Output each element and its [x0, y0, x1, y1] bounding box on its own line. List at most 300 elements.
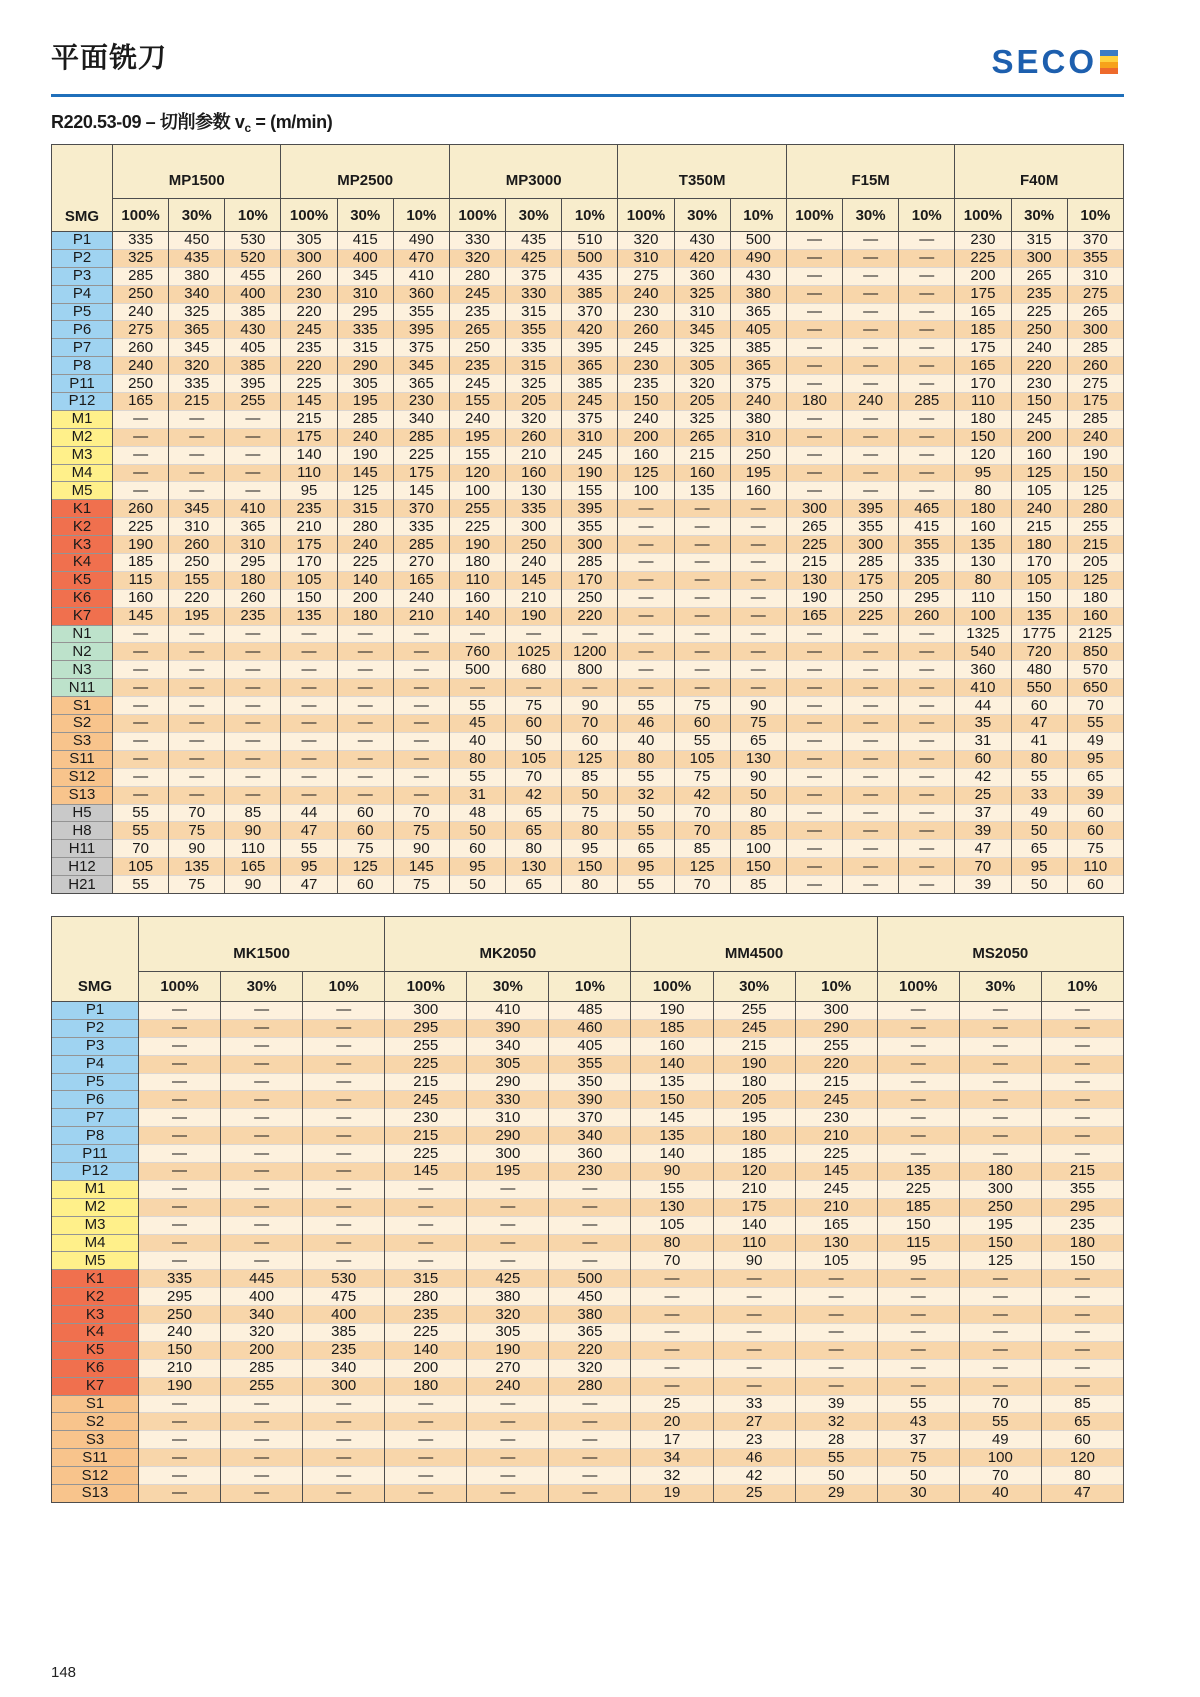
value-cell: —	[385, 1180, 467, 1198]
value-cell: 60	[674, 715, 730, 733]
value-cell: 430	[225, 321, 281, 339]
value-cell: —	[631, 1377, 713, 1395]
value-cell: —	[730, 518, 786, 536]
value-cell: 250	[506, 536, 562, 554]
value-cell: 240	[393, 589, 449, 607]
value-cell: 205	[506, 393, 562, 411]
smg-cell: H8	[52, 822, 113, 840]
table-row	[52, 858, 1124, 876]
value-cell: 310	[337, 285, 393, 303]
value-cell: 70	[674, 804, 730, 822]
value-cell: 1325	[955, 625, 1011, 643]
value-cell: 265	[449, 321, 505, 339]
percent-header: 30%	[713, 972, 795, 1002]
value-cell: 55	[281, 840, 337, 858]
value-cell: —	[549, 1198, 631, 1216]
value-cell: 25	[713, 1485, 795, 1503]
header-rule	[51, 94, 1124, 97]
value-cell: 195	[337, 393, 393, 411]
smg-cell: S3	[52, 732, 113, 750]
value-cell: 85	[674, 840, 730, 858]
value-cell: 37	[955, 804, 1011, 822]
value-cell: —	[385, 1485, 467, 1503]
value-cell: 160	[1067, 607, 1123, 625]
value-cell: 47	[281, 876, 337, 894]
value-cell: —	[113, 768, 169, 786]
table-row	[52, 518, 1124, 536]
page-number: 148	[51, 1664, 77, 1681]
value-cell: 275	[618, 267, 674, 285]
value-cell: 240	[1067, 428, 1123, 446]
value-cell: —	[899, 464, 955, 482]
value-cell: 150	[562, 858, 618, 876]
value-cell: 225	[955, 249, 1011, 267]
value-cell: —	[713, 1306, 795, 1324]
table-row	[52, 876, 1124, 894]
value-cell: 145	[506, 571, 562, 589]
value-cell: 305	[467, 1324, 549, 1342]
value-cell: 250	[449, 339, 505, 357]
value-cell: —	[1041, 1091, 1123, 1109]
value-cell: —	[337, 679, 393, 697]
value-cell: 130	[506, 858, 562, 876]
value-cell: 475	[303, 1288, 385, 1306]
value-cell: 135	[877, 1163, 959, 1181]
cutting-data-table-2	[51, 916, 1124, 1503]
table-row	[52, 410, 1124, 428]
value-cell: 39	[955, 876, 1011, 894]
value-cell: 135	[1011, 607, 1067, 625]
value-cell: —	[169, 768, 225, 786]
value-cell: —	[169, 410, 225, 428]
value-cell: 230	[955, 232, 1011, 250]
value-cell: —	[562, 625, 618, 643]
value-cell: 55	[618, 697, 674, 715]
smg-cell: K2	[52, 518, 113, 536]
table-row	[52, 1127, 1124, 1145]
value-cell: 295	[337, 303, 393, 321]
value-cell: 315	[337, 339, 393, 357]
value-cell: —	[1041, 1306, 1123, 1324]
value-cell: 60	[449, 840, 505, 858]
value-cell: 110	[225, 840, 281, 858]
value-cell: 340	[549, 1127, 631, 1145]
value-cell: —	[877, 1145, 959, 1163]
value-cell: 235	[303, 1341, 385, 1359]
value-cell: 285	[337, 410, 393, 428]
value-cell: 220	[1011, 357, 1067, 375]
value-cell: —	[618, 500, 674, 518]
value-cell: —	[221, 1055, 303, 1073]
value-cell: 365	[393, 375, 449, 393]
value-cell: 370	[549, 1109, 631, 1127]
value-cell: 360	[955, 661, 1011, 679]
value-cell: —	[281, 643, 337, 661]
value-cell: 310	[225, 536, 281, 554]
value-cell: —	[221, 1145, 303, 1163]
value-cell: —	[899, 732, 955, 750]
smg-cell: K7	[52, 607, 113, 625]
value-cell: 125	[1067, 482, 1123, 500]
value-cell: —	[467, 1485, 549, 1503]
value-cell: 160	[955, 518, 1011, 536]
value-cell: 160	[449, 589, 505, 607]
caption-subscript: c	[244, 121, 251, 135]
table-row	[52, 768, 1124, 786]
value-cell: —	[730, 571, 786, 589]
table-row	[52, 1449, 1124, 1467]
value-cell: —	[899, 339, 955, 357]
table-row	[52, 1037, 1124, 1055]
value-cell: 185	[631, 1019, 713, 1037]
value-cell: —	[877, 1341, 959, 1359]
value-cell: 300	[303, 1377, 385, 1395]
value-cell: 225	[449, 518, 505, 536]
value-cell: —	[899, 285, 955, 303]
value-cell: 285	[1067, 339, 1123, 357]
percent-header: 10%	[393, 199, 449, 232]
value-cell: 105	[506, 750, 562, 768]
table-row	[52, 446, 1124, 464]
value-cell: 285	[1067, 410, 1123, 428]
value-cell: —	[899, 697, 955, 715]
value-cell: 145	[795, 1163, 877, 1181]
percent-header-row	[52, 199, 1124, 232]
value-cell: 310	[467, 1109, 549, 1127]
value-cell: 105	[795, 1252, 877, 1270]
value-cell: —	[449, 625, 505, 643]
value-cell: —	[385, 1252, 467, 1270]
smg-cell: K1	[52, 1270, 139, 1288]
value-cell: 260	[225, 589, 281, 607]
table-row	[52, 428, 1124, 446]
value-cell: 75	[1067, 840, 1123, 858]
value-cell: 140	[449, 607, 505, 625]
grade-header-t350m: T350M	[618, 145, 786, 199]
percent-header: 10%	[303, 972, 385, 1002]
value-cell: 380	[169, 267, 225, 285]
value-cell: 255	[795, 1037, 877, 1055]
value-cell: —	[959, 1377, 1041, 1395]
value-cell: —	[899, 375, 955, 393]
smg-cell: P3	[52, 1037, 139, 1055]
value-cell: 375	[562, 410, 618, 428]
value-cell: 300	[1011, 249, 1067, 267]
value-cell: 245	[385, 1091, 467, 1109]
value-cell: 435	[562, 267, 618, 285]
smg-cell: N2	[52, 643, 113, 661]
value-cell: 125	[1067, 571, 1123, 589]
table-row	[52, 339, 1124, 357]
value-cell: 255	[1067, 518, 1123, 536]
value-cell: —	[899, 876, 955, 894]
value-cell: —	[385, 1216, 467, 1234]
value-cell: 75	[393, 822, 449, 840]
value-cell: 260	[113, 339, 169, 357]
value-cell: —	[139, 1002, 221, 1020]
value-cell: 110	[713, 1234, 795, 1252]
value-cell: 335	[169, 375, 225, 393]
value-cell: 140	[631, 1055, 713, 1073]
value-cell: 350	[549, 1073, 631, 1091]
value-cell: 150	[877, 1216, 959, 1234]
value-cell: 260	[618, 321, 674, 339]
value-cell: 325	[674, 339, 730, 357]
value-cell: —	[562, 679, 618, 697]
value-cell: —	[303, 1073, 385, 1091]
value-cell: 100	[955, 607, 1011, 625]
value-cell: —	[221, 1216, 303, 1234]
value-cell: 95	[955, 464, 1011, 482]
value-cell: 95	[1011, 858, 1067, 876]
value-cell: —	[786, 303, 842, 321]
caption-text: R220.53-09 – 切削参数 v	[51, 112, 245, 132]
value-cell: —	[467, 1216, 549, 1234]
grade-header-row	[52, 917, 1124, 972]
value-cell: 105	[281, 571, 337, 589]
value-cell: —	[959, 1324, 1041, 1342]
value-cell: —	[225, 750, 281, 768]
value-cell: 260	[1067, 357, 1123, 375]
value-cell: —	[877, 1324, 959, 1342]
table-row	[52, 697, 1124, 715]
grade-header-row	[52, 145, 1124, 199]
value-cell: —	[795, 1341, 877, 1359]
value-cell: —	[899, 446, 955, 464]
value-cell: —	[877, 1019, 959, 1037]
grade-header-mk2050: MK2050	[385, 917, 631, 972]
value-cell: 180	[959, 1163, 1041, 1181]
percent-header: 100%	[113, 199, 169, 232]
value-cell: 480	[1011, 661, 1067, 679]
value-cell: 49	[1011, 804, 1067, 822]
value-cell: 165	[795, 1216, 877, 1234]
value-cell: —	[281, 715, 337, 733]
value-cell: —	[113, 428, 169, 446]
value-cell: 255	[225, 393, 281, 411]
value-cell: —	[385, 1413, 467, 1431]
value-cell: 330	[449, 232, 505, 250]
smg-cell: H11	[52, 840, 113, 858]
value-cell: —	[393, 732, 449, 750]
value-cell: 130	[506, 482, 562, 500]
value-cell: —	[730, 625, 786, 643]
value-cell: 235	[281, 339, 337, 357]
value-cell: —	[549, 1449, 631, 1467]
value-cell: 70	[562, 715, 618, 733]
value-cell: 65	[618, 840, 674, 858]
value-cell: —	[549, 1413, 631, 1431]
value-cell: —	[303, 1216, 385, 1234]
value-cell: 110	[955, 393, 1011, 411]
value-cell: 200	[1011, 428, 1067, 446]
value-cell: —	[225, 679, 281, 697]
value-cell: 80	[955, 571, 1011, 589]
value-cell: —	[713, 1341, 795, 1359]
value-cell: —	[337, 697, 393, 715]
value-cell: 485	[549, 1002, 631, 1020]
value-cell: —	[843, 249, 899, 267]
value-cell: —	[139, 1163, 221, 1181]
value-cell: 70	[631, 1252, 713, 1270]
value-cell: 320	[169, 357, 225, 375]
value-cell: —	[959, 1127, 1041, 1145]
value-cell: —	[795, 1324, 877, 1342]
table-row	[52, 1145, 1124, 1163]
percent-header: 10%	[1067, 199, 1123, 232]
value-cell: 265	[674, 428, 730, 446]
value-cell: 25	[955, 786, 1011, 804]
value-cell: 520	[225, 249, 281, 267]
table-row	[52, 303, 1124, 321]
value-cell: 225	[795, 1145, 877, 1163]
value-cell: —	[169, 679, 225, 697]
smg-cell: M2	[52, 428, 113, 446]
table-row	[52, 1198, 1124, 1216]
value-cell: —	[959, 1073, 1041, 1091]
value-cell: 31	[449, 786, 505, 804]
value-cell: 320	[618, 232, 674, 250]
value-cell: 360	[393, 285, 449, 303]
value-cell: —	[877, 1073, 959, 1091]
value-cell: 355	[1067, 249, 1123, 267]
value-cell: 155	[562, 482, 618, 500]
value-cell: —	[713, 1324, 795, 1342]
value-cell: —	[281, 786, 337, 804]
value-cell: —	[225, 768, 281, 786]
value-cell: —	[221, 1198, 303, 1216]
value-cell: —	[795, 1377, 877, 1395]
value-cell: 75	[730, 715, 786, 733]
value-cell: 395	[843, 500, 899, 518]
value-cell: —	[337, 661, 393, 679]
value-cell: —	[1041, 1055, 1123, 1073]
value-cell: 195	[169, 607, 225, 625]
value-cell: 365	[549, 1324, 631, 1342]
value-cell: 135	[955, 536, 1011, 554]
value-cell: 365	[730, 357, 786, 375]
table-row	[52, 1395, 1124, 1413]
value-cell: —	[303, 1055, 385, 1073]
value-cell: —	[618, 607, 674, 625]
table-row	[52, 679, 1124, 697]
value-cell: 200	[618, 428, 674, 446]
value-cell: —	[281, 697, 337, 715]
table-row	[52, 1485, 1124, 1503]
value-cell: 130	[955, 554, 1011, 572]
value-cell: —	[877, 1306, 959, 1324]
value-cell: —	[899, 643, 955, 661]
table-row	[52, 232, 1124, 250]
value-cell: —	[281, 768, 337, 786]
value-cell: —	[549, 1431, 631, 1449]
value-cell: —	[221, 1091, 303, 1109]
table-body	[52, 1002, 1124, 1503]
value-cell: —	[877, 1127, 959, 1145]
value-cell: 230	[1011, 375, 1067, 393]
value-cell: —	[899, 750, 955, 768]
value-cell: 340	[169, 285, 225, 303]
value-cell: —	[843, 732, 899, 750]
value-cell: 65	[506, 822, 562, 840]
value-cell: 325	[169, 303, 225, 321]
value-cell: 1200	[562, 643, 618, 661]
value-cell: —	[1041, 1341, 1123, 1359]
smg-cell: K3	[52, 1306, 139, 1324]
value-cell: 240	[113, 303, 169, 321]
value-cell: —	[959, 1037, 1041, 1055]
value-cell: —	[303, 1091, 385, 1109]
value-cell: —	[281, 679, 337, 697]
value-cell: —	[795, 1270, 877, 1288]
value-cell: 340	[303, 1359, 385, 1377]
value-cell: —	[674, 554, 730, 572]
value-cell: 120	[955, 446, 1011, 464]
value-cell: —	[139, 1449, 221, 1467]
value-cell: 255	[221, 1377, 303, 1395]
value-cell: 230	[281, 285, 337, 303]
value-cell: 50	[1011, 876, 1067, 894]
smg-cell: P11	[52, 375, 113, 393]
value-cell: 50	[877, 1467, 959, 1485]
value-cell: 210	[139, 1359, 221, 1377]
value-cell: 1775	[1011, 625, 1067, 643]
value-cell: 345	[337, 267, 393, 285]
value-cell: 315	[385, 1270, 467, 1288]
value-cell: 170	[281, 554, 337, 572]
value-cell: —	[843, 428, 899, 446]
value-cell: —	[877, 1109, 959, 1127]
value-cell: —	[877, 1270, 959, 1288]
value-cell: 135	[631, 1073, 713, 1091]
value-cell: —	[169, 732, 225, 750]
value-cell: 190	[786, 589, 842, 607]
value-cell: 145	[281, 393, 337, 411]
value-cell: 315	[506, 303, 562, 321]
value-cell: 235	[449, 357, 505, 375]
smg-cell: S13	[52, 1485, 139, 1503]
value-cell: 65	[1041, 1413, 1123, 1431]
table-caption	[51, 110, 332, 140]
value-cell: 500	[730, 232, 786, 250]
value-cell: 75	[169, 876, 225, 894]
value-cell: —	[303, 1037, 385, 1055]
smg-cell: K6	[52, 589, 113, 607]
percent-header: 30%	[337, 199, 393, 232]
value-cell: 305	[467, 1055, 549, 1073]
smg-cell: M2	[52, 1198, 139, 1216]
value-cell: 180	[713, 1127, 795, 1145]
value-cell: 225	[393, 446, 449, 464]
value-cell: —	[786, 482, 842, 500]
grade-header-mp3000: MP3000	[449, 145, 617, 199]
value-cell: 80	[618, 750, 674, 768]
value-cell: —	[877, 1288, 959, 1306]
value-cell: —	[113, 750, 169, 768]
table-row	[52, 1216, 1124, 1234]
value-cell: —	[169, 428, 225, 446]
value-cell: —	[786, 249, 842, 267]
value-cell: 250	[843, 589, 899, 607]
value-cell: 310	[618, 249, 674, 267]
value-cell: —	[843, 357, 899, 375]
table-row	[52, 1467, 1124, 1485]
value-cell: —	[899, 357, 955, 375]
value-cell: —	[113, 715, 169, 733]
table-row	[52, 1252, 1124, 1270]
percent-header: 30%	[506, 199, 562, 232]
value-cell: 95	[618, 858, 674, 876]
